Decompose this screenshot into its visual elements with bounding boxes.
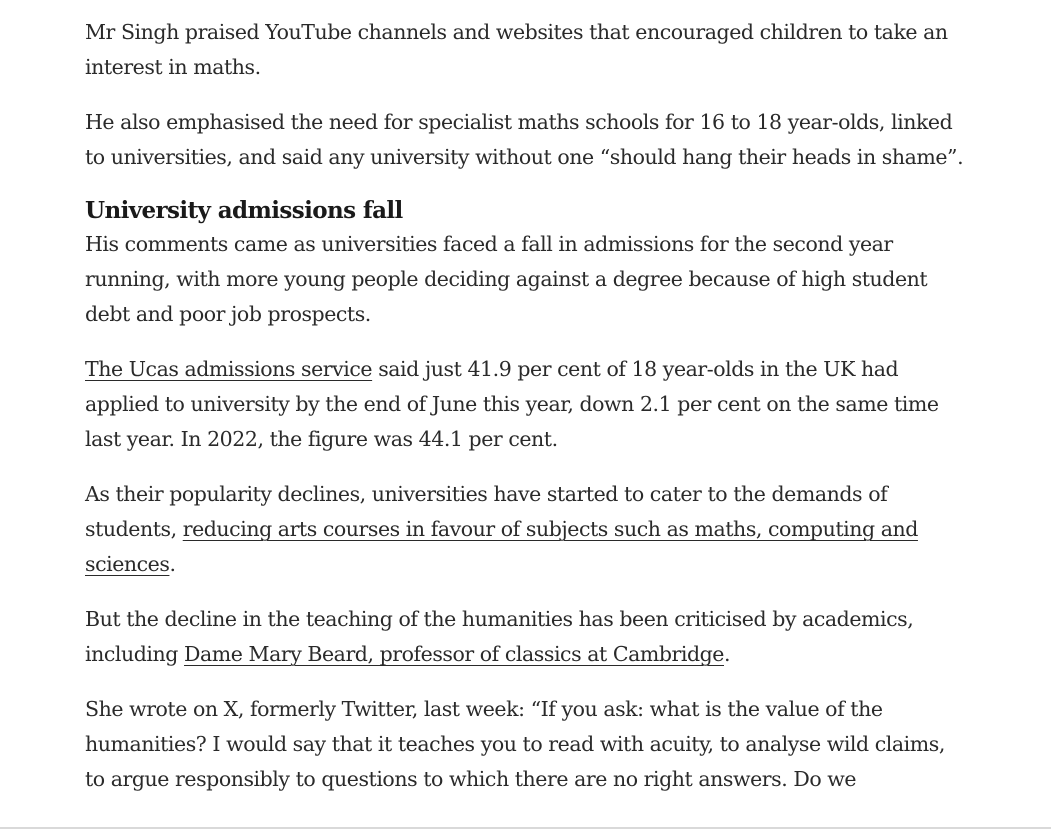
paragraph-admissions-fall: His comments came as universities faced a fall in admissions for the second year running, with more young people deciding against a degree because of high student debt and poor job prospects. <box>85 232 928 326</box>
paragraph-singh-praise: Mr Singh praised YouTube channels and websites that encouraged children to take an interest in maths. <box>85 20 948 79</box>
popularity-text: As their popularity declines, universities have started to cater to the demands of students, <box>85 482 888 541</box>
humanities-text: But the decline in the teaching of the humanities has been criticised by academics, including <box>85 607 914 666</box>
paragraph-ucas <box>85 352 970 457</box>
paragraph-popularity <box>85 477 970 582</box>
paragraph-beard-quote: She wrote on X, formerly Twitter, last week: “If you ask: what is the value of the humanities? I would say that it teaches you to read with acuity, to analyse wild claims, to argue responsibly to questions to which there are no right answers. Do we <box>85 697 945 791</box>
paragraph-specialist-schools: He also emphasised the need for specialist maths schools for 16 to 18 year-olds, linked to universities, and said any university without one “should hang their heads in shame”. <box>85 110 964 169</box>
article-body <box>85 15 970 817</box>
mary-beard-link[interactable]: Dame Mary Beard, professor of classics at Cambridge <box>184 642 724 666</box>
humanities-end: . <box>724 642 731 666</box>
ucas-link[interactable]: The Ucas admissions service <box>85 357 373 381</box>
section-heading: University admissions fall <box>85 197 403 224</box>
ucas-text: said just 41.9 per cent of 18 year-olds in the UK had applied to university by the end of June this year, down 2.1 per cent on the same time last year. In 2022, the figure was 44.1 per cent. <box>85 357 939 451</box>
reducing-arts-courses-link[interactable]: reducing arts courses in favour of subjects such as maths, computing and sciences <box>85 517 918 576</box>
popularity-end: . <box>169 552 176 576</box>
paragraph-humanities-decline <box>85 602 970 672</box>
